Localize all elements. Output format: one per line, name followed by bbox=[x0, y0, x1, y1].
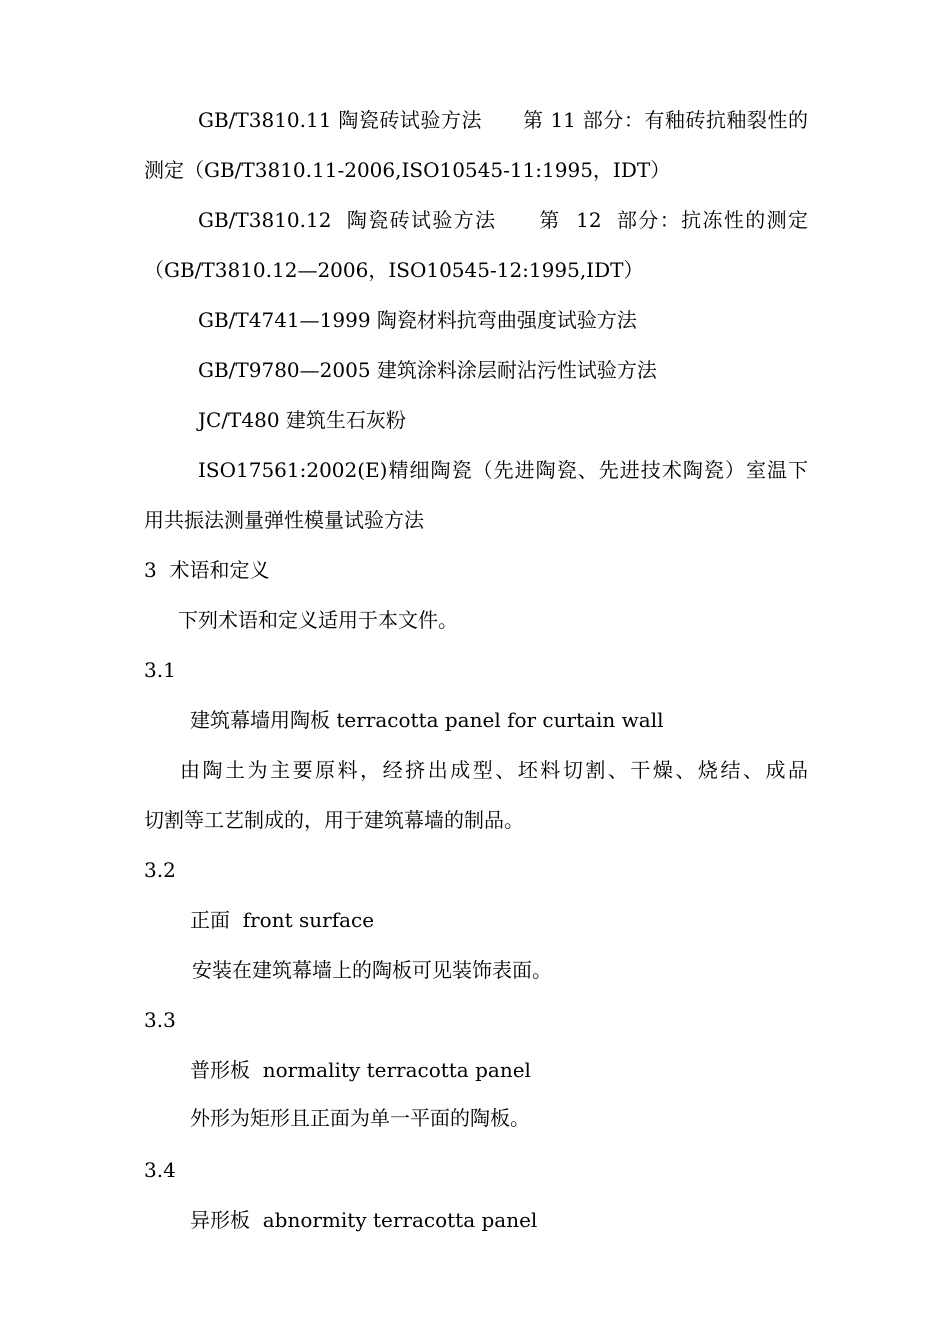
term-number: 3.4 bbox=[144, 1158, 176, 1182]
section-intro: 下列术语和定义适用于本文件。 bbox=[178, 608, 458, 632]
term-definition: 切割等工艺制成的，用于建筑幕墙的制品。 bbox=[144, 808, 524, 832]
term-title: 建筑幕墙用陶板 terracotta panel for curtain wall bbox=[190, 708, 664, 732]
term-number: 3.1 bbox=[144, 658, 176, 682]
term-definition: 由陶土为主要原料，经挤出成型、坯料切割、干燥、烧结、成品 bbox=[180, 758, 808, 782]
term-definition: 外形为矩形且正面为单一平面的陶板。 bbox=[190, 1106, 530, 1130]
term-number: 3.3 bbox=[144, 1008, 176, 1032]
term-title: 普形板 normality terracotta panel bbox=[190, 1058, 531, 1082]
reference-line: 用共振法测量弹性模量试验方法 bbox=[144, 508, 424, 532]
reference-line: GB/T9780—2005 建筑涂料涂层耐沾污性试验方法 bbox=[198, 358, 657, 382]
term-definition: 安装在建筑幕墙上的陶板可见装饰表面。 bbox=[192, 958, 552, 982]
reference-line: JC/T480 建筑生石灰粉 bbox=[198, 408, 406, 432]
reference-line: GB/T4741—1999 陶瓷材料抗弯曲强度试验方法 bbox=[198, 308, 637, 332]
term-title: 异形板 abnormity terracotta panel bbox=[190, 1208, 538, 1232]
reference-line: GB/T3810.11 陶瓷砖试验方法 第 11 部分：有釉砖抗釉裂性的 bbox=[198, 108, 808, 132]
reference-line: GB/T3810.12 陶瓷砖试验方法 第 12 部分：抗冻性的测定 bbox=[198, 208, 808, 232]
term-number: 3.2 bbox=[144, 858, 176, 882]
section-heading: 3 术语和定义 bbox=[144, 558, 270, 582]
reference-line: （GB/T3810.12—2006，ISO10545-12:1995,IDT） bbox=[144, 258, 644, 282]
reference-line: ISO17561:2002(E)精细陶瓷（先进陶瓷、先进技术陶瓷）室温下 bbox=[198, 458, 808, 482]
reference-line: 测定（GB/T3810.11-2006,ISO10545-11:1995，IDT） bbox=[144, 158, 671, 182]
term-title: 正面 front surface bbox=[190, 908, 375, 932]
